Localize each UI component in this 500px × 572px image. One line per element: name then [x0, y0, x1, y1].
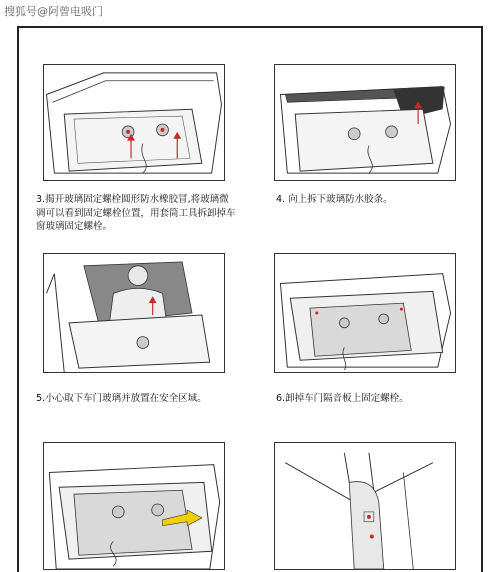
- figure-step-3: [43, 64, 225, 181]
- figure-step-8: [274, 442, 456, 570]
- figure-step-4: [274, 64, 456, 181]
- figure-step-7: [43, 442, 225, 570]
- door-illustration-waterproof-strip: [275, 65, 455, 180]
- door-illustration-trim-panel-arrow: [44, 443, 224, 569]
- caption-step-4: 4. 向上拆下玻璃防水胶条。: [276, 194, 393, 205]
- door-illustration-frame-closeup: [275, 443, 455, 569]
- door-illustration-remove-glass: [44, 254, 224, 372]
- door-illustration-trim-bolts: [275, 254, 455, 372]
- figure-step-5: [43, 253, 225, 373]
- watermark: 搜狐号@阿曾电吸门: [4, 5, 103, 18]
- figure-step-6: [274, 253, 456, 373]
- door-illustration-glass-bolt: [44, 65, 224, 180]
- caption-step-6: 6.卸掉车门隔音板上固定螺栓。: [276, 393, 409, 404]
- caption-step-3: 3.揭开玻璃固定螺栓圆形防水橡胶冒,将玻璃微调可以看到固定螺栓位置，用套筒工具拆卸掉车窗玻璃固定螺栓。: [36, 194, 236, 232]
- caption-step-5: 5.小心取下车门玻璃并放置在安全区域。: [36, 393, 207, 404]
